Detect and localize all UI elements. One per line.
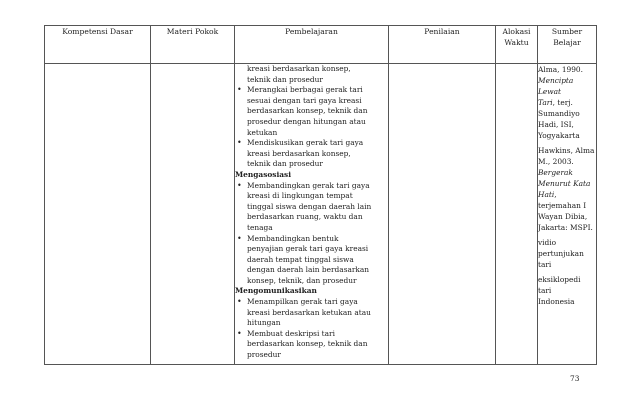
- text-line: [538, 189, 596, 200]
- text-line: [538, 97, 596, 108]
- text-line: Jakarta: MSPI.: [538, 223, 593, 232]
- book-title-line: Hati: [538, 190, 555, 199]
- text-line: Merangkai berbagai gerak tari: [247, 85, 363, 95]
- text-line: berdasarkan ruang, waktu dan: [247, 212, 363, 222]
- text-line: Yogyakarta: [538, 131, 580, 140]
- cell-penilaian: [389, 64, 496, 365]
- cell-materi-pokok: [151, 64, 235, 365]
- text-line: kreasi berdasarkan ketukan atau: [247, 307, 371, 317]
- list-item-merangkai: [235, 85, 388, 138]
- page-number: 73: [570, 374, 580, 383]
- text-line: teknik dan prosedur: [247, 159, 323, 169]
- text-line: vidio: [538, 238, 557, 247]
- bullet-icon: •: [237, 328, 242, 338]
- text-line: prosedur dengan hitungan atau: [247, 116, 366, 126]
- source-video: [538, 237, 596, 270]
- text-line: tenaga: [247, 222, 273, 232]
- source-hawkins: [538, 145, 596, 233]
- text-line: dengan daerah lain berdasarkan: [247, 265, 370, 275]
- text-line: penyajian gerak tari gaya kreasi: [247, 244, 369, 254]
- header-alokasi-line2: Waktu: [504, 38, 529, 47]
- cell-alokasi-waktu: [496, 64, 538, 365]
- phase-heading-mengasosiasi: Mengasosiasi: [235, 169, 292, 179]
- text-line: pertunjukan: [538, 249, 584, 258]
- text-fragment: , terj.: [552, 98, 573, 107]
- cell-sumber-belajar: [538, 64, 597, 365]
- bullet-icon: •: [237, 297, 242, 307]
- book-title-line: Bergerak: [538, 168, 573, 177]
- book-title-line: Menurut Kata: [538, 179, 591, 188]
- text-line: Hawkins, Alma: [538, 146, 595, 155]
- header-kompetensi-dasar: Kompetensi Dasar: [45, 26, 151, 64]
- source-alma: [538, 64, 596, 141]
- text-line: terjemahan I: [538, 201, 587, 210]
- text-line: tari: [538, 260, 552, 269]
- text-line: berdasarkan konsep, teknik dan: [247, 339, 368, 349]
- continued-item: [235, 64, 388, 85]
- cell-kompetensi-dasar: [45, 64, 151, 365]
- syllabus-table: [44, 25, 597, 365]
- text-line: berdasarkan konsep, teknik dan: [247, 106, 368, 116]
- text-line: daerah tempat tinggal siswa: [247, 254, 354, 264]
- book-title-line: Tari: [538, 98, 553, 107]
- header-alokasi-waktu: [496, 26, 538, 64]
- text-line: kreasi berdasarkan konsep,: [247, 148, 351, 158]
- book-title-line: Mencipta Lewat: [538, 76, 574, 96]
- bullet-icon: •: [237, 233, 242, 243]
- content-row: [45, 64, 597, 365]
- phase-heading-mengomunikasikan: Mengomunikasikan: [235, 286, 317, 296]
- text-line: kreasi berdasarkan konsep,: [247, 64, 351, 73]
- text-line: Indonesia: [538, 297, 575, 306]
- text-line: Membandingkan bentuk: [247, 233, 339, 243]
- bullet-icon: •: [237, 138, 242, 148]
- text-line: eksiklopedi tari: [538, 275, 581, 295]
- text-line: Hadi, ISI,: [538, 120, 574, 129]
- list-item-membandingkan-bentuk: [235, 234, 388, 287]
- cell-pembelajaran: [235, 64, 389, 365]
- text-line: Sumandiyo: [538, 109, 580, 118]
- text-line: konsep, teknik, dan prosedur: [247, 275, 357, 285]
- header-materi-pokok: Materi Pokok: [151, 26, 235, 64]
- header-penilaian: Penilaian: [389, 26, 496, 64]
- text-line: tinggal siswa dengan daerah lain: [247, 201, 372, 211]
- list-item-menampilkan: [235, 297, 388, 329]
- list-item-mendiskusikan: [235, 138, 388, 170]
- text-line: Membuat deskripsi tari: [247, 328, 335, 338]
- text-line: kreasi di lingkungan tempat: [247, 191, 353, 201]
- bullet-icon: •: [237, 180, 242, 190]
- text-line: hitungan: [247, 318, 281, 328]
- text-line: Alma, 1990.: [538, 65, 583, 74]
- header-sumber-belajar: Sumber Belajar: [538, 26, 597, 64]
- text-line: Membandingkan gerak tari gaya: [247, 180, 370, 190]
- header-pembelajaran: Pembelajaran: [235, 26, 389, 64]
- text-line: sesuai dengan tari gaya kreasi: [247, 95, 362, 105]
- list-item-membandingkan-gerak: [235, 181, 388, 234]
- header-alokasi-line1: Alokasi: [502, 27, 531, 36]
- text-line: Mendiskusikan gerak tari gaya: [247, 138, 364, 148]
- bullet-icon: •: [237, 85, 242, 95]
- text-line: Menampilkan gerak tari gaya: [247, 297, 358, 307]
- text-line: Wayan Dibia,: [538, 212, 588, 221]
- text-line: ketukan: [247, 127, 278, 137]
- list-item-membuat-deskripsi: [235, 329, 388, 361]
- text-line: M., 2003.: [538, 157, 574, 166]
- header-row: [45, 26, 597, 64]
- source-ensiklopedi: [538, 274, 596, 307]
- text-line: teknik dan prosedur: [247, 74, 323, 84]
- text-fragment: ,: [554, 190, 557, 199]
- text-line: prosedur: [247, 350, 281, 360]
